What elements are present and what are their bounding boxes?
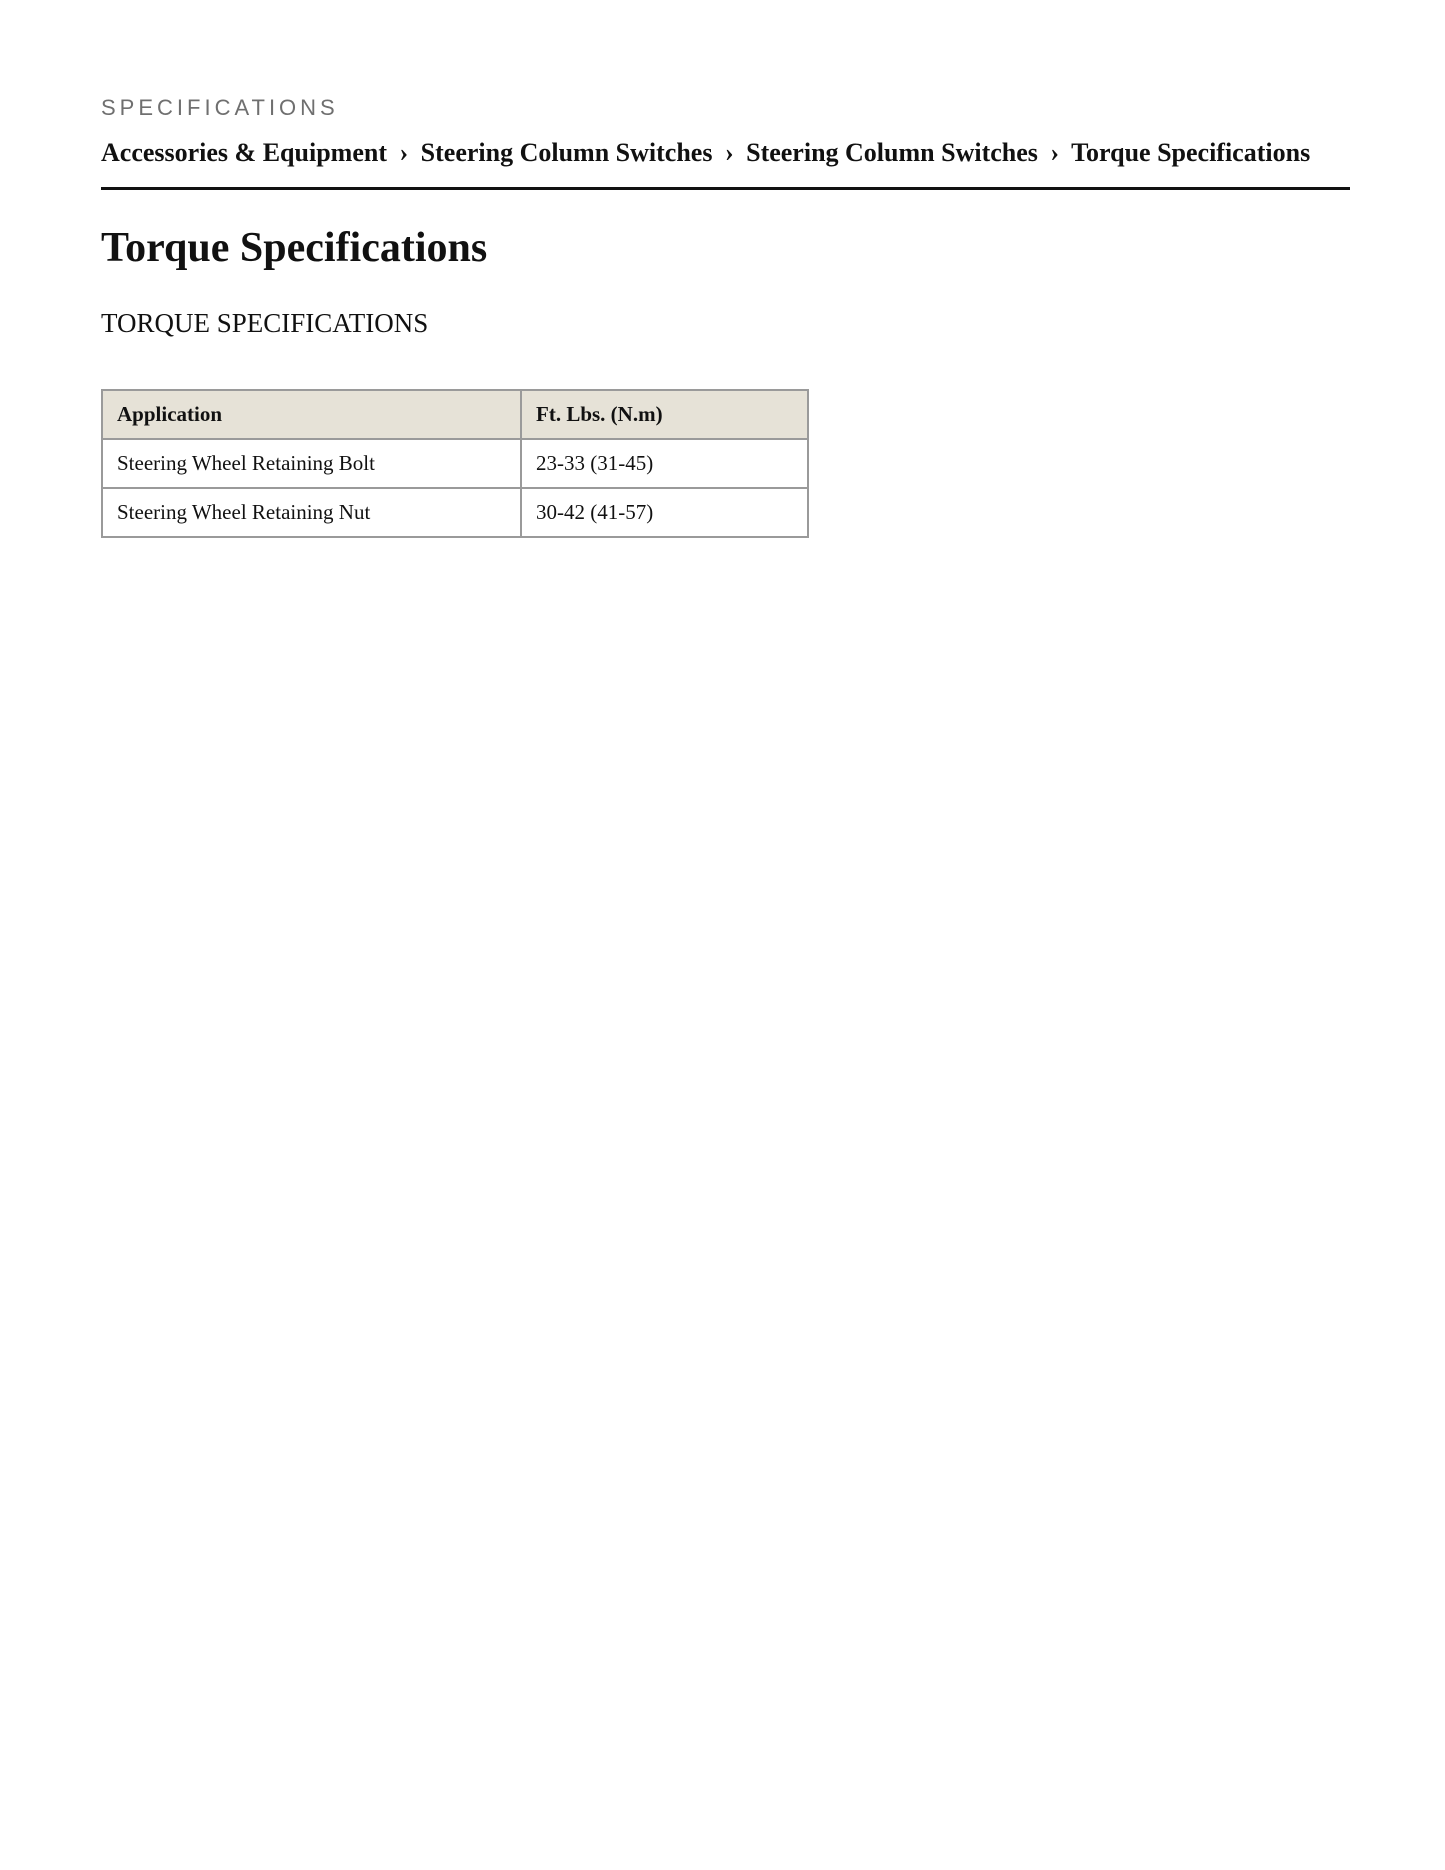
breadcrumb-item-current: Torque Specifications xyxy=(1071,138,1311,167)
breadcrumb-separator: › xyxy=(399,138,409,167)
table-row xyxy=(102,439,808,488)
section-subtitle: TORQUE SPECIFICATIONS xyxy=(101,308,429,338)
breadcrumb xyxy=(101,138,1310,168)
breadcrumb-item[interactable]: Steering Column Switches xyxy=(746,138,1038,167)
breadcrumb-item[interactable]: Accessories & Equipment xyxy=(101,138,387,167)
table-cell-application: Steering Wheel Retaining Nut xyxy=(102,488,521,537)
torque-spec-table xyxy=(101,389,809,538)
breadcrumb-separator: › xyxy=(1050,138,1060,167)
table-row xyxy=(102,488,808,537)
column-header-ft-lbs: Ft. Lbs. (N.m) xyxy=(521,390,808,439)
table-cell-torque: 30-42 (41-57) xyxy=(521,488,808,537)
breadcrumb-separator: › xyxy=(724,138,734,167)
table-cell-application: Steering Wheel Retaining Bolt xyxy=(102,439,521,488)
section-label: SPECIFICATIONS xyxy=(101,95,339,120)
breadcrumb-item[interactable]: Steering Column Switches xyxy=(420,138,713,167)
column-header-application: Application xyxy=(102,390,521,439)
table-header-row xyxy=(102,390,808,439)
page-title: Torque Specifications xyxy=(101,225,488,271)
table-cell-torque: 23-33 (31-45) xyxy=(521,439,808,488)
header-divider xyxy=(101,187,1350,190)
